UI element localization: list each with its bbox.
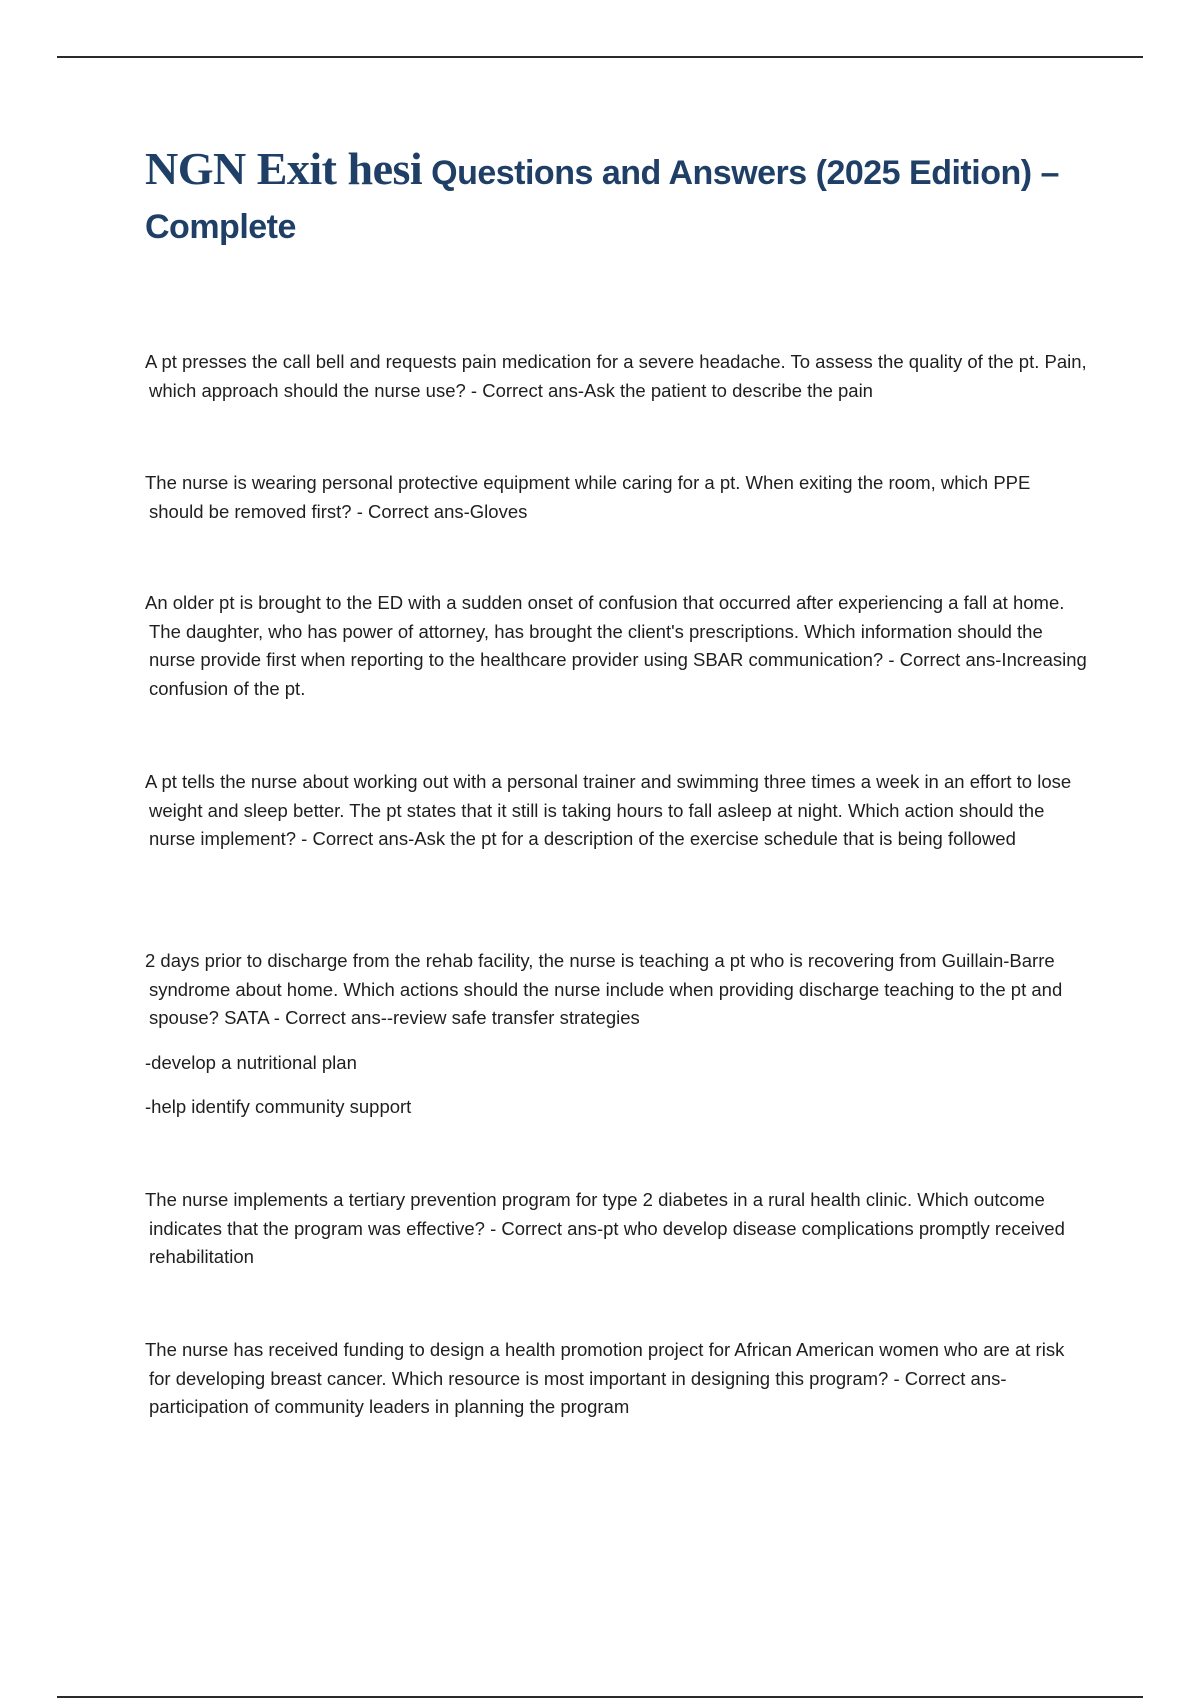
qa-text: A pt tells the nurse about working out with a personal trainer and swimming three times a week in an effort to lose weight and sleep better. The pt states that it still is taking hours to fall asleep at night. Which action should the nurse implement? - Correct ans-Ask the pt for a description of the exercise schedule that is being followed xyxy=(145,771,1072,849)
document-title xyxy=(145,142,1105,254)
title-sans-part: Questions and Answers (2025 Edition) – Complete xyxy=(145,154,1059,246)
qa-answer-line: -help identify community support xyxy=(145,1096,412,1117)
qa-text: The nurse is wearing personal protective equipment while caring for a pt. When exiting the room, which PPE should be removed first? - Correct ans-Gloves xyxy=(145,472,1031,522)
qa-text: The nurse implements a tertiary prevention program for type 2 diabetes in a rural health clinic. Which outcome indicates that the program was effective? - Correct ans-pt who develop disease complications promptly received rehabilitation xyxy=(145,1189,1065,1267)
qa-item xyxy=(145,589,1090,703)
bottom-rule xyxy=(57,1696,1143,1698)
qa-text: The nurse has received funding to design a health promotion project for African American women who are at risk for developing breast cancer. Which resource is most important in designing this program? - Correct ans-participation of community leaders in planning the program xyxy=(145,1339,1065,1417)
qa-item xyxy=(145,469,1090,526)
qa-item xyxy=(145,947,1090,1122)
qa-item xyxy=(145,1336,1090,1422)
qa-item xyxy=(145,1186,1090,1272)
qa-text: A pt presses the call bell and requests pain medication for a severe headache. To assess the quality of the pt. Pain, which approach should the nurse use? - Correct ans-Ask the patient to describe the pain xyxy=(145,351,1087,401)
qa-item xyxy=(145,768,1090,854)
title-serif-part: NGN Exit hesi xyxy=(145,143,423,194)
qa-text: 2 days prior to discharge from the rehab facility, the nurse is teaching a pt who is recovering from Guillain-Barre syndrome about home. Which actions should the nurse include when providing discharge teaching to the pt and spouse? SATA - Correct ans--review safe transfer strategies xyxy=(145,950,1063,1028)
qa-text: An older pt is brought to the ED with a sudden onset of confusion that occurred after experiencing a fall at home. The daughter, who has power of attorney, has brought the client's prescriptions. Which information should the nurse provide first when reporting to the healthcare provider using SBAR communication? - Correct ans-Increasing confusion of the pt. xyxy=(145,592,1087,699)
qa-answer-line: -develop a nutritional plan xyxy=(145,1051,357,1073)
top-rule xyxy=(57,56,1143,58)
qa-item xyxy=(145,348,1090,405)
